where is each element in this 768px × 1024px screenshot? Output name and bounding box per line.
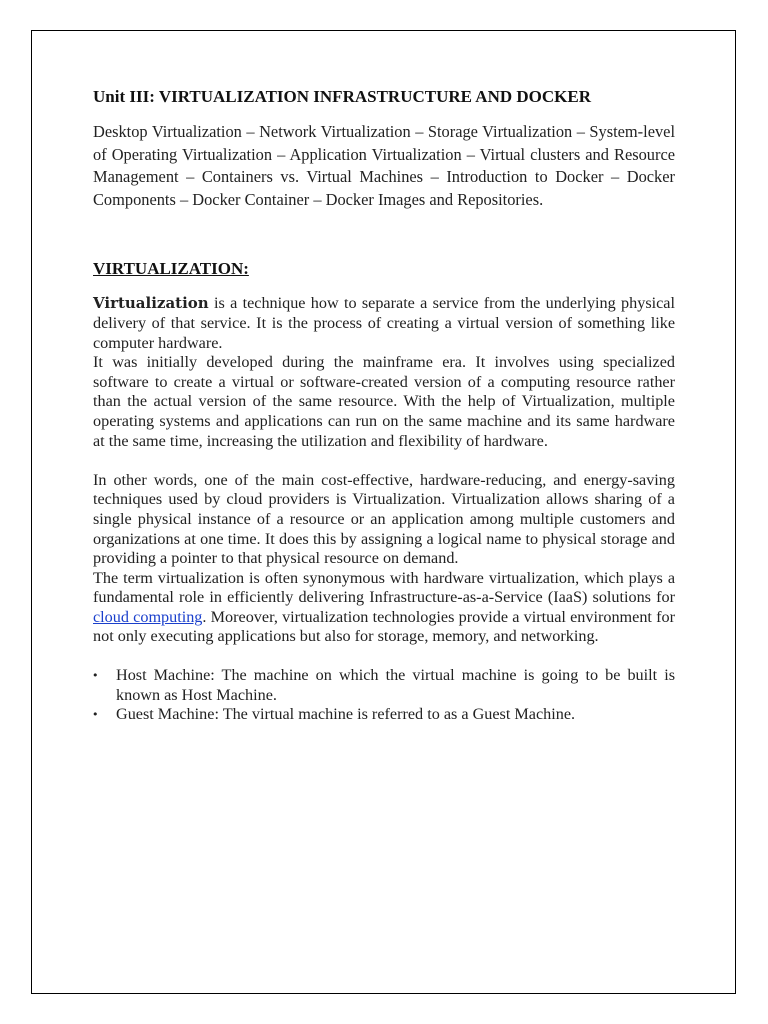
paragraph-definition: [93, 294, 675, 353]
list-item-guest-machine: [93, 705, 675, 725]
document-body: [93, 86, 675, 725]
machine-list: [93, 666, 675, 725]
list-item-text: Host Machine: The machine on which the virtual machine is going to be built is known as Host Machine.: [116, 666, 675, 704]
paragraph-definition-text: is a technique how to separate a service from the underlying physical delivery of that service. It is the process of creating a virtual version of something like computer hardware.: [93, 294, 675, 352]
term-virtualization: Virtualization: [93, 294, 209, 313]
list-item-host-machine: [93, 666, 675, 705]
paragraph-other-words: In other words, one of the main cost-effective, hardware-reducing, and energy-saving techniques used by cloud providers is Virtualization. Virtualization allows sharing of a single physical instance of a resource or an application among multiple customers and organizations at one time. It does this by assigning a logical name to physical storage and providing a pointer to that physical resource on demand.: [93, 470, 675, 568]
paragraph-history: It was initially developed during the mainframe era. It involves using specialized software to create a virtual or software-created version of a computing resource rather than the actual version of the same resource. With the help of Virtualization, multiple operating systems and applications can run on the same machine and its same hardware at the same time, increasing the utilization and flexibility of hardware.: [93, 353, 675, 450]
unit-title: Unit III: VIRTUALIZATION INFRASTRUCTURE AND DOCKER: [93, 87, 591, 106]
cloud-computing-link[interactable]: cloud computing: [93, 607, 203, 626]
list-item-text: Guest Machine: The virtual machine is referred to as a Guest Machine.: [116, 705, 576, 724]
paragraph-terminology: [93, 569, 675, 647]
bullet-icon: •: [92, 708, 99, 722]
bullet-icon: •: [92, 669, 99, 683]
section-heading: VIRTUALIZATION:: [93, 259, 249, 279]
paragraph-terminology-text-after: . Moreover, virtualization technologies provide a virtual environment for not only executing applications but also for storage, memory, and networking.: [93, 607, 675, 646]
paragraph-terminology-text-before: The term virtualization is often synonymous with hardware virtualization, which plays a fundamental role in efficiently delivering Infrastructure-as-a-Service (IaaS) solutions for: [93, 568, 675, 607]
unit-topics: Desktop Virtualization – Network Virtualization – Storage Virtualization – System-level of Operating Virtualization – Application Virtualization – Virtual clusters and Resource Management – Containers vs. Virtual Machines – Introduction to Docker – Docker Components – Docker Container – Docker Images and Repositories.: [93, 122, 675, 209]
